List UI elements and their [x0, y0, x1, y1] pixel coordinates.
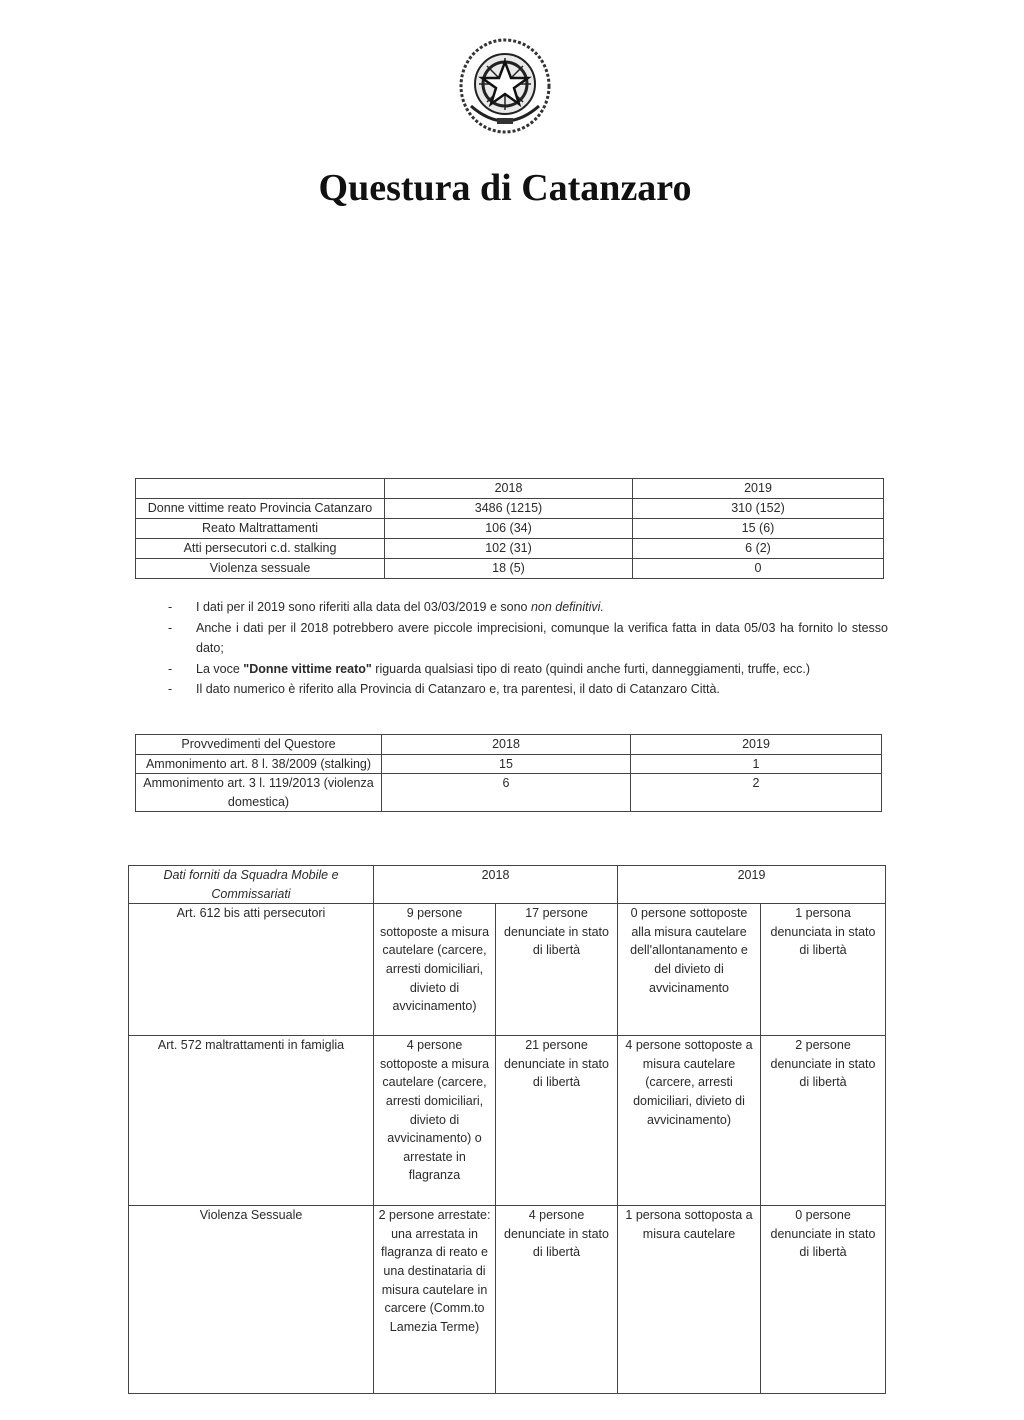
value-2019: 6 (2) — [633, 539, 884, 559]
table-header-cell: 2019 — [618, 866, 886, 904]
note-text: La voce — [196, 661, 244, 676]
table-row — [136, 774, 882, 812]
table-header-cell: 2018 — [374, 866, 618, 904]
table-header-row — [129, 866, 886, 904]
cell-2019-reported: 2 persone denunciate in stato di libertà — [761, 1036, 886, 1206]
row-label: Art. 572 maltrattamenti in famiglia — [129, 1036, 374, 1206]
table-header-cell: 2019 — [631, 735, 882, 755]
note-italic: non definitivi. — [530, 600, 604, 614]
note-text: riguarda qualsiasi tipo di reato (quindi anche furti, danneggiamenti, truffe, ecc.) — [371, 661, 811, 676]
value-2018: 102 (31) — [385, 539, 633, 559]
victims-table — [135, 478, 884, 579]
row-label: Reato Maltrattamenti — [136, 519, 385, 539]
cell-2019-reported: 1 persona denunciata in stato di libertà — [761, 904, 886, 1036]
cell-2018-measures: 4 persone sottoposte a misura cautelare (carcere, arresti domiciliari, divieto di avvicinamento) o arrestate in flagranza — [374, 1036, 496, 1206]
value-2019: 0 — [633, 559, 884, 579]
table-row — [136, 519, 884, 539]
squadra-mobile-table — [128, 865, 886, 1394]
cell-2018-reported: 4 persone denunciate in stato di libertà — [496, 1206, 618, 1394]
table-row — [136, 754, 882, 774]
note-text: I dati per il 2019 sono riferiti alla data del 03/03/2019 e sono — [196, 600, 531, 614]
row-label: Art. 612 bis atti persecutori — [129, 904, 374, 1036]
value-2018: 6 — [382, 774, 631, 812]
table-header-cell: Dati forniti da Squadra Mobile e Commissariati — [129, 866, 374, 904]
value-2018: 3486 (1215) — [385, 499, 633, 519]
table-row — [129, 1036, 886, 1206]
table-row — [129, 904, 886, 1036]
cell-2019-measures: 0 persone sottoposte alla misura cautelare dell'allontanamento e del divieto di avvicinamento — [618, 904, 761, 1036]
table-row — [136, 559, 884, 579]
value-2018: 18 (5) — [385, 559, 633, 579]
value-2019: 1 — [631, 754, 882, 774]
table-header-cell: 2018 — [382, 735, 631, 755]
note-bold: "Donne vittime reato" — [243, 661, 372, 676]
cell-2019-reported: 0 persone denunciate in stato di libertà — [761, 1206, 886, 1394]
value-2019: 15 (6) — [633, 519, 884, 539]
questore-measures-table — [135, 734, 882, 812]
row-label: Ammonimento art. 3 l. 119/2013 (violenza domestica) — [136, 774, 382, 812]
table-row — [129, 1206, 886, 1394]
cell-2018-reported: 21 persone denunciate in stato di libertà — [496, 1036, 618, 1206]
table-header-cell — [136, 479, 385, 499]
value-2019: 2 — [631, 774, 882, 812]
row-label: Ammonimento art. 8 l. 38/2009 (stalking) — [136, 754, 382, 774]
italian-republic-emblem-icon — [457, 36, 553, 136]
table-header-cell: Provvedimenti del Questore — [136, 735, 382, 755]
value-2018: 15 — [382, 754, 631, 774]
cell-2018-measures: 2 persone arrestate: una arrestata in flagranza di reato e una destinataria di misura cautelare in carcere (Comm.to Lamezia Terme) — [374, 1206, 496, 1394]
table-header-cell: 2018 — [385, 479, 633, 499]
notes-list — [168, 597, 888, 700]
cell-2019-measures: 4 persone sottoposte a misura cautelare (carcere, arresti domiciliari, divieto di avvicinamento) — [618, 1036, 761, 1206]
value-2019: 310 (152) — [633, 499, 884, 519]
note-item: - Il dato numerico è riferito alla Provincia di Catanzaro e, tra parentesi, il dato di Catanzaro Città. — [168, 679, 888, 700]
table-header-row — [136, 479, 884, 499]
row-label: Violenza sessuale — [136, 559, 385, 579]
cell-2018-reported: 17 persone denunciate in stato di libertà — [496, 904, 618, 1036]
note-item — [168, 597, 888, 618]
table-header-row — [136, 735, 882, 755]
row-label: Donne vittime reato Provincia Catanzaro — [136, 499, 385, 519]
table-row — [136, 499, 884, 519]
note-item — [168, 659, 888, 680]
table-header-cell: 2019 — [633, 479, 884, 499]
cell-2019-measures: 1 persona sottoposta a misura cautelare — [618, 1206, 761, 1394]
value-2018: 106 (34) — [385, 519, 633, 539]
row-label: Atti persecutori c.d. stalking — [136, 539, 385, 559]
row-label: Violenza Sessuale — [129, 1206, 374, 1394]
table-row — [136, 539, 884, 559]
note-item: - Anche i dati per il 2018 potrebbero avere piccole imprecisioni, comunque la verifica fatta in data 05/03 ha fornito lo stesso dato; — [168, 618, 888, 659]
cell-2018-measures: 9 persone sottoposte a misura cautelare (carcere, arresti domiciliari, divieto di avvicinamento) — [374, 904, 496, 1036]
page-title: Questura di Catanzaro — [318, 167, 692, 209]
